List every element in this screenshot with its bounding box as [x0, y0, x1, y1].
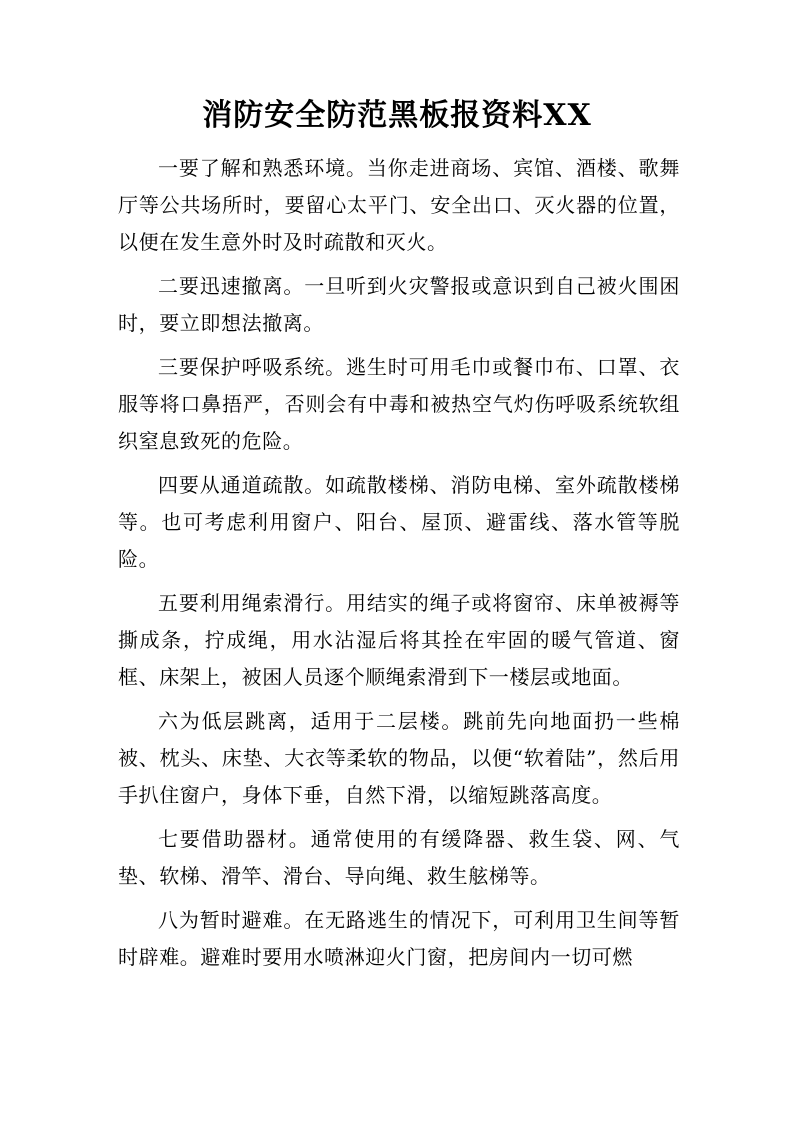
paragraph-3: 三要保护呼吸系统。逃生时可用毛巾或餐巾布、口罩、衣服等将口鼻捂严，否则会有中毒和被热空气灼伤呼吸系统软组织窒息致死的危险。 [118, 355, 680, 453]
paragraph-4: 四要从通道疏散。如疏散楼梯、消防电梯、室外疏散楼梯等。也可考虑利用窗户、阳台、屋顶、避雷线、落水管等脱险。 [118, 473, 680, 571]
paragraph-1: 一要了解和熟悉环境。当你走进商场、宾馆、酒楼、歌舞厅等公共场所时，要留心太平门、安全出口、灭火器的位置，以便在发生意外时及时疏散和灭火。 [118, 156, 680, 254]
paragraph-8: 八为暂时避难。在无路逃生的情况下，可利用卫生间等暂时辟难。避难时要用水喷淋迎火门窗，把房间内一切可燃 [118, 908, 680, 969]
document-body [118, 150, 680, 983]
document-title: 消防安全防范黑板报资料XX [202, 98, 592, 133]
paragraph-6: 六为低层跳离，适用于二层楼。跳前先向地面扔一些棉被、枕头、床垫、大衣等柔软的物品，以便“软着陆”，然后用手扒住窗户，身体下垂，自然下滑，以缩短跳落高度。 [118, 709, 680, 807]
paragraph-5: 五要利用绳索滑行。用结实的绳子或将窗帘、床单被褥等撕成条，拧成绳，用水沾湿后将其拴在牢固的暖气管道、窗框、床架上，被困人员逐个顺绳索滑到下一楼层或地面。 [118, 591, 680, 689]
paragraph-2: 二要迅速撤离。一旦听到火灾警报或意识到自己被火围困时，要立即想法撤离。 [118, 274, 680, 335]
paragraph-7: 七要借助器材。通常使用的有缓降器、救生袋、网、气垫、软梯、滑竿、滑台、导向绳、救生舷梯等。 [118, 827, 680, 888]
